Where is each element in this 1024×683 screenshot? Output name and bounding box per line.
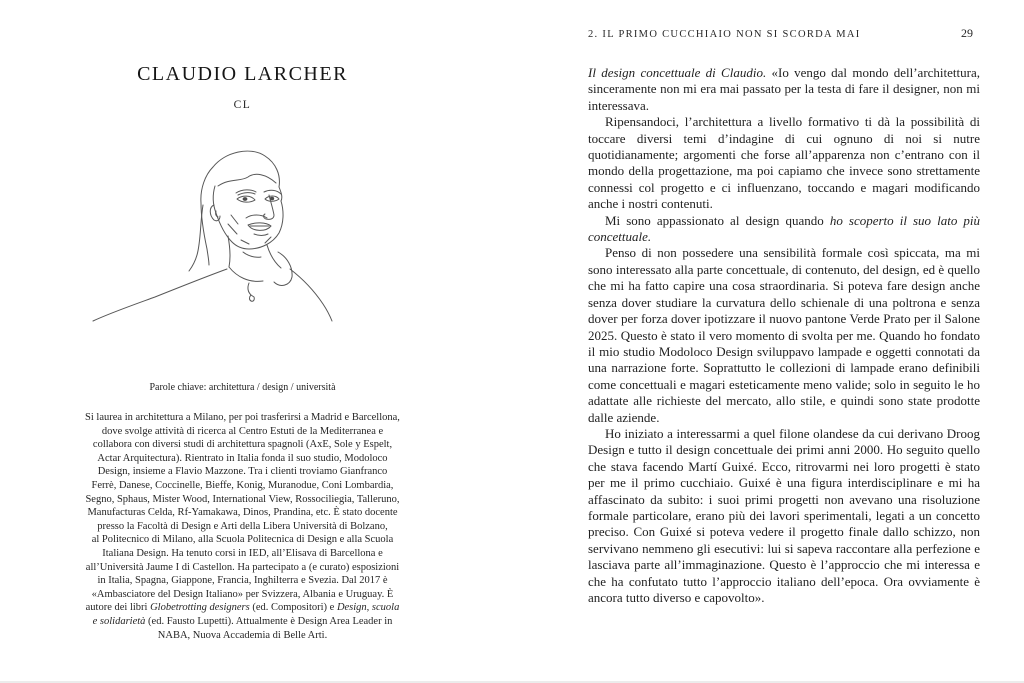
text-run: Actar Arquitectura). Rientrato in Italia fonda il suo studio, Modoloco [97, 452, 388, 464]
bio-line [62, 561, 423, 575]
bio-line [62, 629, 423, 643]
text-run: Design, insieme a Flavio Mazzone. Tra i clienti troviamo Gianfranco [97, 466, 388, 478]
italic-text-run: Globetrotting designers [150, 602, 250, 614]
text-run: in Italia, Spagna, Giappone, Francia, Inghilterra e Svezia. Dal 2017 è [97, 575, 388, 587]
text-run: all’Università Jaume I di Castellon. Ha partecipato a (e curato) esposizioni [85, 561, 400, 573]
person-name-title: CLAUDIO LARCHER [137, 63, 348, 85]
bio-line [62, 547, 423, 561]
bio-line [62, 425, 423, 439]
body-paragraph [588, 65, 980, 114]
text-run: «Io vengo dal mondo dell’architettura, sinceramente non mi era mai passato per la testa di fare il designer, non mi interessava. [588, 65, 980, 113]
text-run: Penso di non possedere una sensibilità formale così spiccata, ma mi sono interessato alla parte concettuale, di contenuto, del design, ed è quello che mi ha fatto capire una cosa straordinaria. Si poteva fare design anche senza dover studiare la curvatura dello schienale di una poltrona e senza dover per forza dover ipotizzare il nuovo pantone Verde Prato per il Salone 2025. Questo è stato il vero momento di svolta per me. Quando ho fondato il mio studio Modoloco Design sviluppavo lampade e oggetti connotati da una narrazione forte. Soprattutto le collezioni di lampade erano definibili come concettuali e magari esteticamente meno valide; solo in seguito le ho adattate alle richieste del mercato, allo stile, e quindi sono state prodotte dalle aziende. [588, 245, 980, 425]
body-paragraph [588, 426, 980, 606]
text-run: Ripensandoci, l’architettura a livello formativo ti dà la possibilità di toccare diversi temi d’indagine di cui ognuno di noi si nutre quotidianamente; argomenti che forse all’apparenza non c’entrano con il mondo della progettazione, ma poi capiamo che invece sono strettamente connessi col progetto e ci influenzano, toccando e magari modificando anche i nostri contenuti. [588, 114, 980, 212]
bio-line [62, 411, 423, 425]
italic-text-run: Il design concettuale di Claudio. [588, 65, 767, 80]
bio-line [62, 601, 423, 615]
text-run: al Politecnico di Milano, alla Scuola Politecnica di Design e alla Scuola [91, 534, 394, 546]
running-header: 2. IL PRIMO CUCCHIAIO NON SI SCORDA MAI [588, 29, 861, 40]
bio-line [62, 438, 423, 452]
body-text [588, 65, 980, 606]
keywords-caption: Parole chiave: architettura / design / università [149, 382, 336, 393]
text-run: (ed. Fausto Lupetti). Attualmente è Design Area Leader in [145, 615, 393, 627]
bio-line [62, 506, 423, 520]
bio-line [62, 452, 423, 466]
text-run: NABA, Nuova Accademia di Belle Arti. [157, 629, 328, 641]
bio-line [62, 588, 423, 602]
text-run: presso la Facoltà di Design e Arti della Libera Università di Bolzano, [97, 520, 388, 532]
bio-line [62, 533, 423, 547]
italic-text-run: Design, scuola [336, 602, 400, 614]
body-paragraph [588, 114, 980, 212]
bio-line [62, 574, 423, 588]
bio-line [62, 479, 423, 493]
bio-line [62, 520, 423, 534]
page-number: 29 [961, 26, 973, 40]
portrait-line-drawing [85, 145, 345, 335]
text-run: «Ambasciatore del Design Italiano» per Svizzera, Albania e Uruguay. È [91, 588, 394, 600]
italic-text-run: e solidarietà [92, 615, 146, 627]
text-run: (ed. Compositori) e [249, 602, 337, 614]
bio-paragraph [62, 411, 423, 642]
text-run: Segno, Sphaus, Mister Wood, International View, Rossociliegia, Talleruno, [85, 493, 400, 505]
body-paragraph [588, 213, 980, 246]
text-run: Manufacturas Celda, Rf-Yamakawa, Dinos, Prandina, etc. È stato docente [87, 507, 398, 519]
text-run: Ferrè, Danese, Coccinelle, Bieffe, Konig, Muranodue, Coni Lombardia, [91, 479, 394, 491]
person-initials: CL [233, 99, 252, 111]
running-header-row [588, 26, 980, 41]
italic-text-run: ho scoperto il suo lato più concettuale. [588, 212, 981, 245]
text-run: Mi sono appassionato al design quando [605, 212, 830, 228]
text-run: autore dei libri [85, 602, 151, 614]
bio-line [62, 465, 423, 479]
right-page [588, 0, 980, 683]
text-run: Italiana Design. Ha tenuto corsi in IED, all’Elisava di Barcellona e [102, 547, 383, 559]
text-run: Si laurea in architettura a Milano, per poi trasferirsi a Madrid e Barcellona, [85, 412, 400, 423]
bio-line [62, 493, 423, 507]
text-run: dove svolge attività di ricerca al Centro Estuti de la Mediterranea e [101, 425, 384, 437]
text-run: collabora con diversi studi di architettura spagnoli (AxE, Sole y Espelt, [92, 439, 393, 451]
body-paragraph [588, 245, 980, 425]
bio-line [62, 615, 423, 629]
text-run: Ho iniziato a interessarmi a quel filone olandese da cui derivano Droog Design e tutto il design concettuale dei primi anni 2000. Ho seguito quello che stava facendo Martí Guixé. Ecco, ritrovarmi nei loro progetti è stato per me il primo cucchiaio. Guixé è una figura interdisciplinare e mi ha affascinato da subito: i suoi primi progetti non avevano una risoluzione formale particolare, erano più dei lavori sperimentali, legati a un concetto preciso. Con Guixé si poteva vedere il progetto finale dallo schizzo, non servivano nemmeno gli esecutivi: lui si sapeva raccontare alla perfezione e lasciava parte all’immaginazione. Questo è l’approccio che mi interessa e che ha confutato tutto l’approccio italiano dell’epoca. Ora ovviamente è ancora tutto diverso e capovolto». [588, 425, 980, 605]
